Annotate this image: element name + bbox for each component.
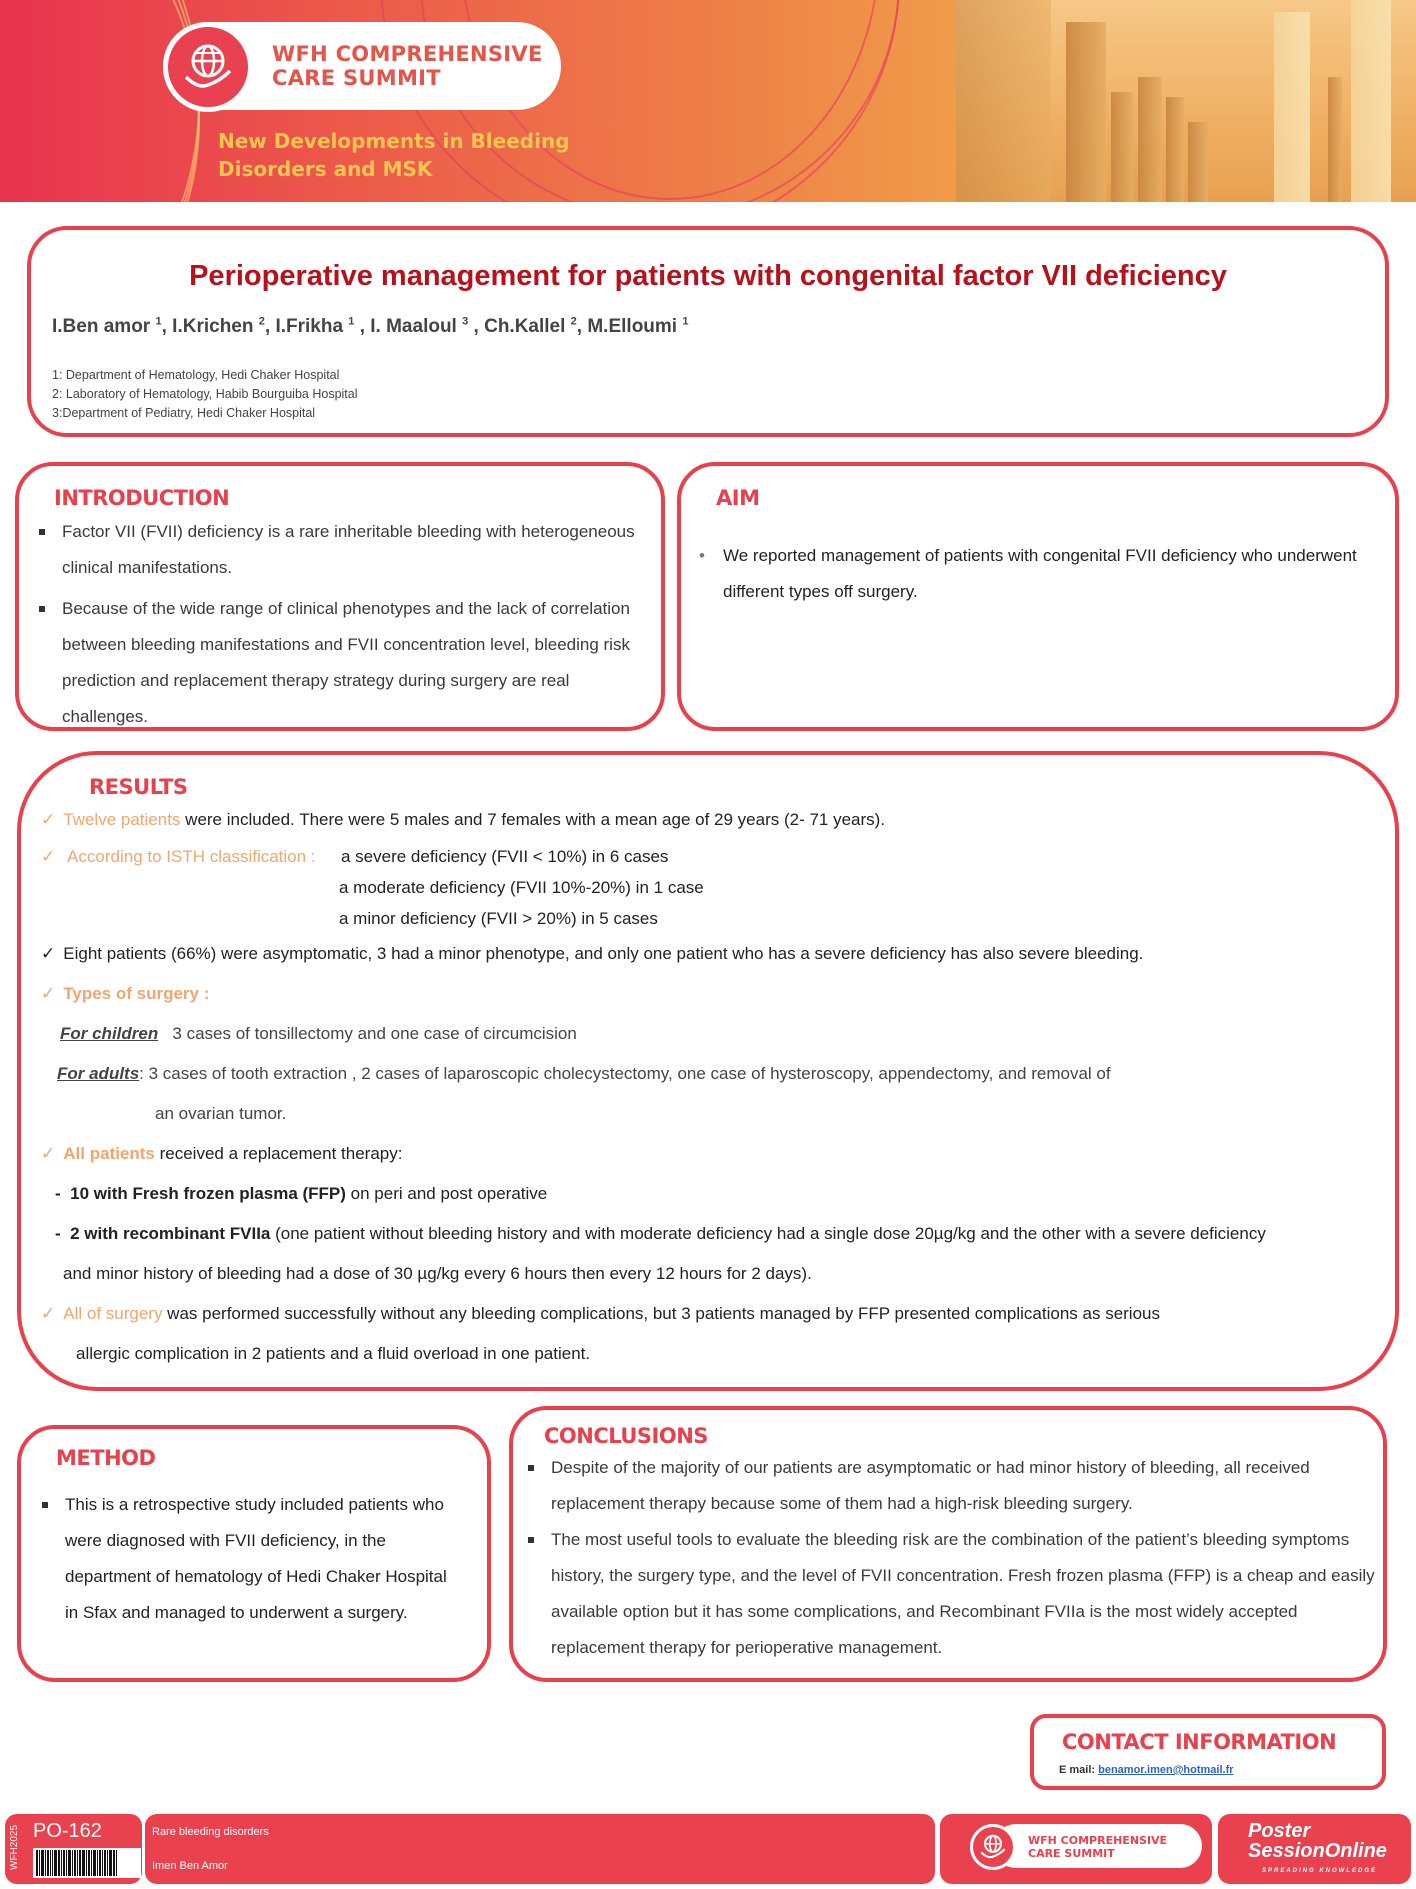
check-icon: ✓	[41, 1304, 56, 1323]
check-icon: ✓	[41, 984, 56, 1003]
conference-banner	[0, 0, 1416, 202]
surgery-adults: For adults: 3 cases of tooth extraction , 2 cases of laparoscopic cholecystectomy, one case of hysteroscopy, appendectomy, and removal of	[57, 1064, 1111, 1083]
logo-text	[272, 42, 543, 90]
year-label: WFH2025	[9, 1824, 20, 1870]
result-replacement: ✓ All patients received a replacement therapy:	[41, 1144, 403, 1163]
list-item: Despite of the majority of our patients are asymptomatic or had minor history of bleeding, all received replacement therapy because some of them had a high-risk bleeding surgery.	[527, 1450, 1377, 1522]
author: M.Elloumi $^1$	[587, 316, 689, 338]
list-item: • We reported management of patients with congenital FVII deficiency who underwent different types off surgery.	[699, 538, 1359, 610]
contact-section	[1030, 1714, 1386, 1790]
title-box	[27, 226, 1389, 437]
section-title: CONTACT INFORMATION	[1062, 1730, 1337, 1754]
author: I.Ben amor $^1$,	[52, 316, 173, 338]
results-section	[17, 751, 1399, 1391]
logo-line-1: WFH COMPREHENSIVE	[272, 42, 543, 66]
method-section	[17, 1425, 491, 1682]
aim-section	[677, 462, 1399, 731]
author: I. Maaloul $^3$ ,	[370, 316, 485, 338]
therapy-rfviia-cont: and minor history of bleeding had a dose of 30 µg/kg every 6 hours then every 12 hours for 2 days).	[63, 1264, 812, 1283]
poster-session-online-card	[1218, 1814, 1411, 1884]
poster-category: Rare bleeding disorders	[152, 1826, 269, 1838]
tagline-line-1: New Developments in Bleeding	[218, 129, 570, 153]
email-link[interactable]: benamor.imen@hotmail.fr	[1098, 1764, 1234, 1776]
isth-minor: a minor deficiency (FVII > 20%) in 5 cases	[339, 909, 658, 928]
result-outcome: ✓ All of surgery was performed successfully without any bleeding complications, but 3 patients managed by FFP presented complications as serious	[41, 1304, 1160, 1323]
check-icon: ✓	[41, 1144, 56, 1163]
poster-session-online-logo: Poster SessionOnline SPREADING KNOWLEDGE	[1248, 1820, 1387, 1874]
affiliation: 2: Laboratory of Hematology, Habib Bourguiba Hospital	[52, 387, 358, 401]
result-surgery-types: ✓ Types of surgery :	[41, 984, 210, 1003]
barcode-icon	[33, 1848, 141, 1878]
affiliation: 1: Department of Hematology, Hedi Chaker Hospital	[52, 368, 340, 382]
poster-info-card	[145, 1814, 935, 1884]
summit-logo-card	[940, 1814, 1212, 1884]
result-phenotype: ✓ Eight patients (66%) were asymptomatic, 3 had a minor phenotype, and only one patient who has a severe deficiency has also severe bleeding.	[41, 944, 1144, 963]
author-list	[52, 316, 688, 338]
section-title: AIM	[716, 486, 760, 510]
poster-id: PO-162	[33, 1820, 102, 1842]
check-icon: ✓	[41, 810, 56, 829]
section-title: INTRODUCTION	[54, 486, 230, 510]
poster-title: Perioperative management for patients with congenital factor VII deficiency	[189, 260, 1227, 292]
result-demographics: ✓ Twelve patients were included. There were 5 males and 7 females with a mean age of 29 years (2- 71 years).	[41, 810, 886, 829]
result-outcome-cont: allergic complication in 2 patients and a fluid overload in one patient.	[76, 1344, 591, 1363]
author: I.Krichen $^2$,	[172, 316, 276, 338]
result-isth-classification: ✓ According to ISTH classification :	[41, 847, 316, 866]
method-list	[41, 1487, 451, 1631]
introduction-section	[15, 462, 665, 731]
check-icon: ✓	[41, 847, 56, 866]
list-item: Factor VII (FVII) deficiency is a rare inheritable bleeding with heterogeneous clinical manifestations.	[38, 514, 648, 586]
conclusions-list	[527, 1450, 1377, 1666]
section-title: METHOD	[56, 1446, 156, 1470]
logo-line-2: CARE SUMMIT	[272, 66, 441, 90]
city-skyline-image	[956, 0, 1416, 202]
author: Ch.Kallel $^2$,	[484, 316, 588, 338]
list-item: Because of the wide range of clinical phenotypes and the lack of correlation between bleeding manifestations and FVII concentration level, bleeding risk prediction and replacement therapy strategy during surgery are real challenges.	[38, 591, 648, 735]
poster-id-card	[5, 1814, 142, 1884]
logo-text: WFH COMPREHENSIVE CARE SUMMIT	[1028, 1834, 1168, 1860]
isth-moderate: a moderate deficiency (FVII 10%-20%) in 1 case	[339, 878, 704, 897]
contact-email-line: E mail: benamor.imen@hotmail.fr	[1059, 1764, 1234, 1776]
conference-tagline	[218, 127, 570, 183]
globe-hand-logo-icon	[970, 1824, 1016, 1870]
surgery-children: For children 3 cases of tonsillectomy and one case of circumcision	[60, 1024, 577, 1043]
author: I.Frikha $^1$ ,	[275, 316, 371, 338]
check-icon: ✓	[41, 944, 56, 963]
therapy-rfviia: - 2 with recombinant FVIIa (one patient without bleeding history and with moderate deficiency had a single dose 20µg/kg and the other with a severe deficiency	[55, 1224, 1266, 1243]
aim-list	[699, 538, 1359, 610]
affiliation-list	[52, 366, 358, 423]
introduction-list	[38, 514, 648, 735]
globe-hand-logo-icon	[163, 22, 253, 112]
tagline-line-2: Disorders and MSK	[218, 157, 433, 181]
section-title: CONCLUSIONS	[544, 1424, 708, 1448]
presenter-name: Imen Ben Amor	[152, 1860, 228, 1872]
conclusions-section	[509, 1406, 1387, 1682]
therapy-ffp: - 10 with Fresh frozen plasma (FFP) on peri and post operative	[55, 1184, 548, 1203]
surgery-adults-cont: an ovarian tumor.	[155, 1104, 287, 1123]
list-item: This is a retrospective study included patients who were diagnosed with FVII deficiency, in the department of hematology of Hedi Chaker Hospital in Sfax and managed to underwent a surgery.	[41, 1487, 451, 1631]
section-title: RESULTS	[89, 775, 188, 799]
isth-severe: a severe deficiency (FVII < 10%) in 6 cases	[341, 847, 669, 866]
decorative-arc	[0, 0, 200, 202]
affiliation: 3:Department of Pediatry, Hedi Chaker Hospital	[52, 406, 316, 420]
list-item: The most useful tools to evaluate the bleeding risk are the combination of the patient’s bleeding symptoms history, the surgery type, and the level of FVII concentration. Fresh frozen plasma (FFP) is a cheap and easily available option but it has some complications, and Recombinant FVIIa is the most widely accepted replacement therapy for perioperative management.	[527, 1522, 1377, 1666]
